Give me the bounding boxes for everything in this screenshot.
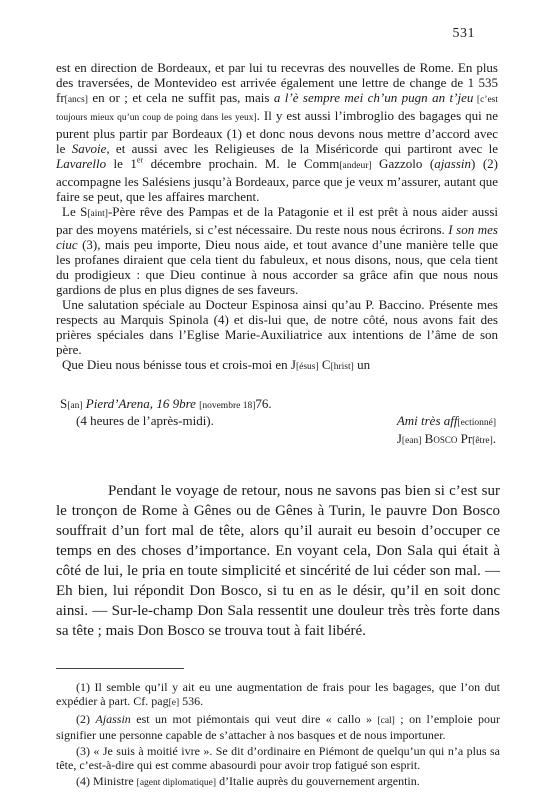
letter-text bbox=[56, 60, 498, 375]
letter-signature: J[ean] Bosco Pr[être]. bbox=[396, 431, 496, 446]
letter-paragraph-2: Le S[aint]-Père rêve des Pampas et de la Patagonie et il est prêt à nous aider aussi par des moyens matériels, si c’est nécessaire. Du reste nous nous écrirons. I son mes ciuc (3), mais peu importe, Dieu nous aide, et tout avance d’une manière telle que les profanes diraient que cela tient du fabuleux, et nous disons, nous, que cela tient du prodigieux : que Dieu continue à nous accorder sa grâce afin que nous nous gardions de plus en plus dignes de ses faveurs. bbox=[56, 204, 498, 297]
letter-date-line bbox=[60, 396, 496, 414]
letter-closing: Ami très aff[ectionné] bbox=[396, 413, 496, 428]
letter-paragraph-3: Une salutation spéciale au Docteur Espinosa ainsi qu’au P. Baccino. Présente mes respects au Marquis Spinola (4) et dis-lui que, de notre côté, nous avons fait des prières spéciales dans l’Eglise Marie-Auxiliatrice aux intentions de l’âme de son père. bbox=[56, 297, 498, 357]
footnotes bbox=[56, 680, 500, 792]
letter-paragraph-1: est en direction de Bordeaux, et par lui tu recevras des nouvelles de Rome. En plus des traversées, de Montevideo est arrivée également une lettre de change de 1 535 fr[ancs] en or ; et cela ne suffit pas, mais a l’è sempre mei ch’un pugn an t’jeu [c’est toujours mieux qu’un coup de poing dans les yeux]. Il y est aussi l’imbroglio des bagages qui ne purent plus partir par Bordeaux (1) et donc nous devons nous mettre d’accord avec le Savoie, et aussi avec les Religieuses de la Miséricorde qui partiront avec le Lavarello le 1er décembre prochain. M. le Comm[andeur] Gazzolo (ajassin) (2) accompagne les Salésiens jusqu’à Bordeaux, parce que je veux m’assurer, autant que faire se peut, que les affaires marchent. bbox=[56, 60, 499, 204]
footnote-4: (4) Ministre [agent diplomatique] d’Italie auprès du gouvernement argentin. bbox=[76, 774, 420, 788]
letter-place-date: S[an] Pierd’Arena, 16 9bre [novembre 18]76. bbox=[60, 396, 272, 411]
letter-time-line bbox=[76, 413, 496, 428]
letter-paragraph-4: Que Dieu nous bénisse tous et crois-moi en J[ésus] C[hrist] un bbox=[62, 357, 371, 372]
letter-time: (4 heures de l’après-midi). bbox=[76, 413, 214, 428]
narrative-text bbox=[56, 481, 500, 641]
footnote-3: (3) « Je suis à moitié ivre ». Se dit d’ordinaire en Piémont de quelqu’un qui n’a plus sa tête, c’est-à-dire qui est comme abasourdi pour avoir trop fatigué son esprit. bbox=[56, 744, 500, 772]
page-number: 531 bbox=[452, 26, 475, 41]
footnote-1: (1) Il semble qu’il y ait eu une augmentation de frais pour les bagages, que l’on dut expédier à part. Cf. pag[e] 536. bbox=[56, 680, 500, 708]
narrative-paragraph: Pendant le voyage de retour, nous ne savons pas bien si c’est sur le tronçon de Rome à Gênes ou de Gênes à Turin, le pauvre Don Bosco souffrait d’un fort mal de tête, alors qu’il aurait eu besoin d’occuper ce temps en des choses d’importance. En voyant cela, Don Sala qui était à côté de lui, le pria en toute simplicité et sincérité de lui céder son mal. — Eh bien, lui répondit Don Bosco, si tu en as le désir, qu’il en soit donc ainsi. — Sur-le-champ Don Sala ressentit une douleur très très forte dans sa tête ; mais Don Bosco se trouva tout à fait libéré. bbox=[56, 483, 500, 639]
footnote-separator bbox=[56, 668, 184, 669]
footnote-2: (2) Ajassin est un mot piémontais qui veut dire « callo » [cal] ; on l’emploie pour signifier une personne capable de s’attacher à nos basques et de nous importuner. bbox=[56, 712, 500, 742]
